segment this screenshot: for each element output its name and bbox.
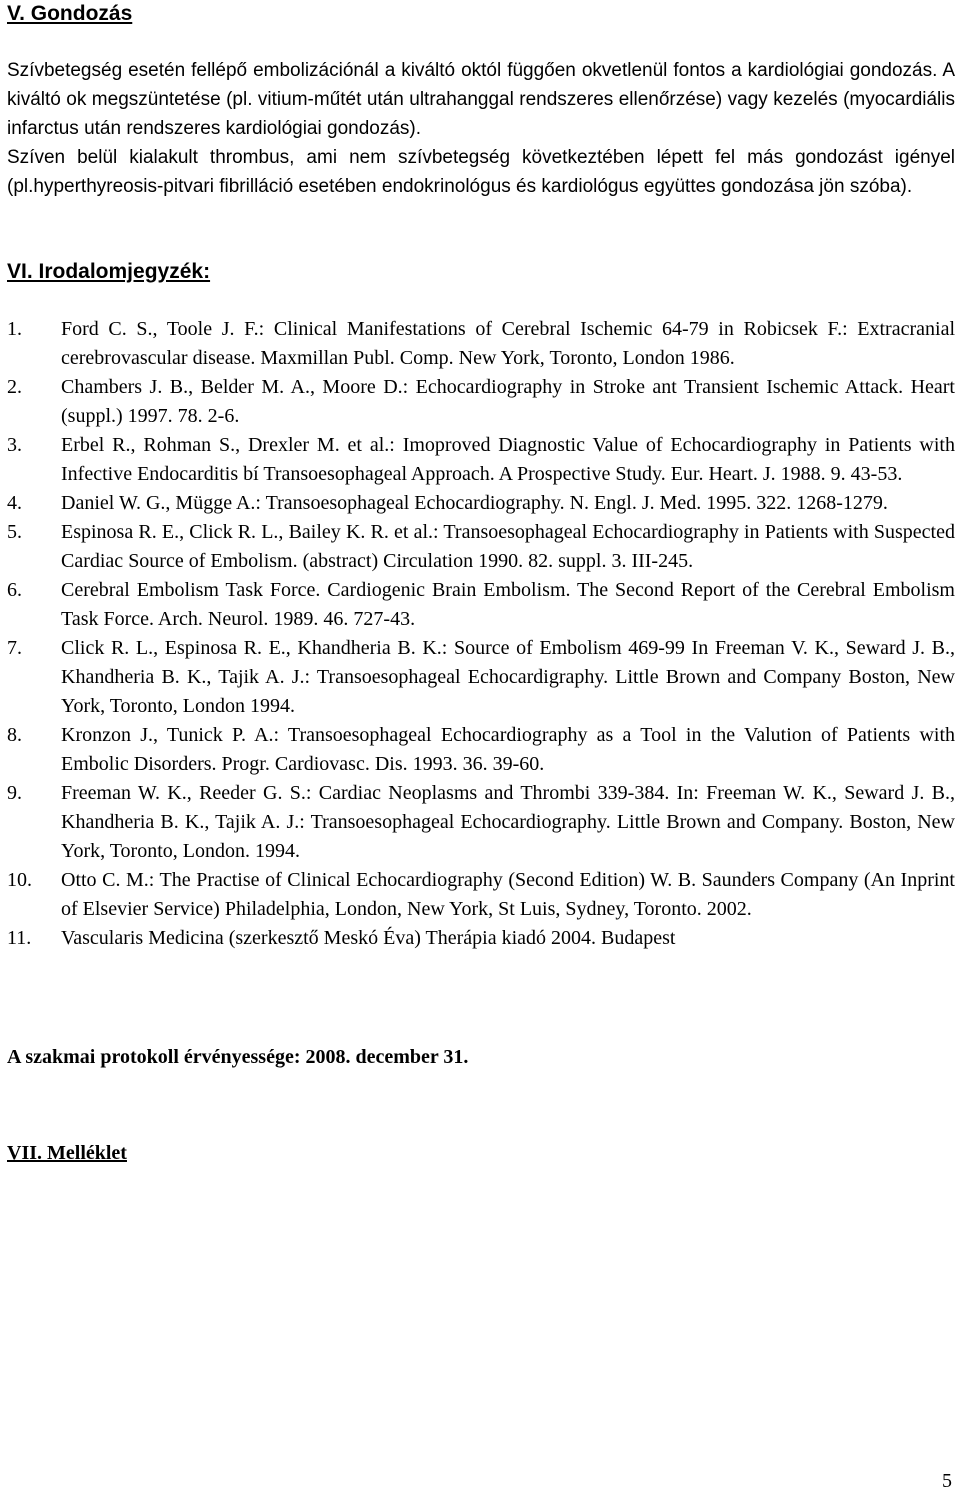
section-heading-melleklet: VII. Melléklet (7, 1142, 127, 1164)
section-heading-irodalomjegyzek: VI. Irodalomjegyzék: (7, 260, 211, 283)
reference-number: 5. (7, 521, 22, 543)
reference-list (7, 315, 955, 953)
reference-text: Erbel R., Rohman S., Drexler M. et al.: Imoproved Diagnostic Value of Echocardiography in Patients with Infective Endocarditis bí Transoesophageal Approach. A Prospective Study. Eur. Heart. J. 1988. 9. 43-53. (61, 434, 955, 485)
reference-item (7, 866, 955, 924)
reference-text: Chambers J. B., Belder M. A., Moore D.: Echocardiography in Stroke ant Transient Ischemic Attack. Heart (suppl.) 1997. 78. 2-6. (61, 376, 955, 427)
protocol-validity-statement: A szakmai protokoll érvényessége: 2008. december 31. (7, 1046, 469, 1068)
reference-number: 6. (7, 579, 22, 601)
reference-item (7, 518, 955, 576)
reference-item (7, 924, 955, 953)
reference-text: Espinosa R. E., Click R. L., Bailey K. R. et al.: Transoesophageal Echocardiography in Patients with Suspected Cardiac Source of Embolism. (abstract) Circulation 1990. 82. suppl. 3. III-245. (61, 521, 955, 572)
reference-item (7, 315, 955, 373)
reference-text: Click R. L., Espinosa R. E., Khandheria B. K.: Source of Embolism 469-99 In Freeman V. K., Seward J. B., Khandheria B. K., Tajik A. J.: Transoesophageal Echocardigraphy. Little Brown and Company Boston, New York, Toronto, London 1994. (61, 637, 955, 717)
reference-text: Otto C. M.: The Practise of Clinical Echocardiography (Second Edition) W. B. Saunders Company (An Inprint of Elsevier Service) Philadelphia, London, New York, St Luis, Sydney, Toronto. 2002. (61, 869, 955, 920)
reference-number: 9. (7, 782, 22, 804)
reference-item (7, 721, 955, 779)
reference-text: Freeman W. K., Reeder G. S.: Cardiac Neoplasms and Thrombi 339-384. In: Freeman W. K., Seward J. B., Khandheria B. K., Tajik A. J.: Transoesophageal Echocardiography. Little Brown and Company. Boston, New York, Toronto, London. 1994. (61, 782, 955, 862)
section-heading-gondozas: V. Gondozás (7, 2, 133, 25)
reference-item (7, 489, 955, 518)
reference-text: Kronzon J., Tunick P. A.: Transoesophageal Echocardiography as a Tool in the Valution of Patients with Embolic Disorders. Progr. Cardiovasc. Dis. 1993. 36. 39-60. (61, 724, 955, 775)
reference-number: 10. (7, 869, 32, 891)
reference-item (7, 373, 955, 431)
reference-item (7, 779, 955, 866)
reference-number: 11. (7, 927, 32, 949)
reference-item (7, 576, 955, 634)
reference-item (7, 431, 955, 489)
reference-number: 3. (7, 434, 22, 456)
reference-text: Vascularis Medicina (szerkesztő Meskó Éva) Therápia kiadó 2004. Budapest (61, 927, 676, 949)
reference-item (7, 634, 955, 721)
reference-text: Daniel W. G., Mügge A.: Transoesophageal Echocardiography. N. Engl. J. Med. 1995. 322. 1268-1279. (61, 492, 888, 514)
paragraph-thrombus: Szíven belül kialakult thrombus, ami nem szívbetegség következtében lépett fel más gondozást igényel (pl.hyperthyreosis-pitvari fibrilláció esetében endokrinológus és kardiológus együttes gondozása jön szóba). (7, 147, 955, 197)
page-number: 5 (942, 1470, 952, 1492)
reference-number: 7. (7, 637, 22, 659)
reference-number: 1. (7, 318, 22, 340)
reference-number: 2. (7, 376, 22, 398)
reference-number: 4. (7, 492, 22, 514)
paragraph-kardiologiai-gondozas: Szívbetegség esetén fellépő embolizációnál a kiváltó októl függően okvetlenül fontos a kardiológiai gondozás. A kiváltó ok megszüntetése (pl. vitium-műtét után ultrahanggal rendszeres ellenőrzése) vagy kezelés (myocardiális infarctus után rendszeres kardiológiai gondozás). (7, 60, 955, 139)
reference-text: Cerebral Embolism Task Force. Cardiogenic Brain Embolism. The Second Report of the Cerebral Embolism Task Force. Arch. Neurol. 1989. 46. 727-43. (61, 579, 955, 630)
document-page (7, 0, 955, 1166)
reference-number: 8. (7, 724, 22, 746)
reference-text: Ford C. S., Toole J. F.: Clinical Manifestations of Cerebral Ischemic 64-79 in Robicsek F.: Extracranial cerebrovascular disease. Maxmillan Publ. Comp. New York, Toronto, London 1986. (61, 318, 955, 369)
